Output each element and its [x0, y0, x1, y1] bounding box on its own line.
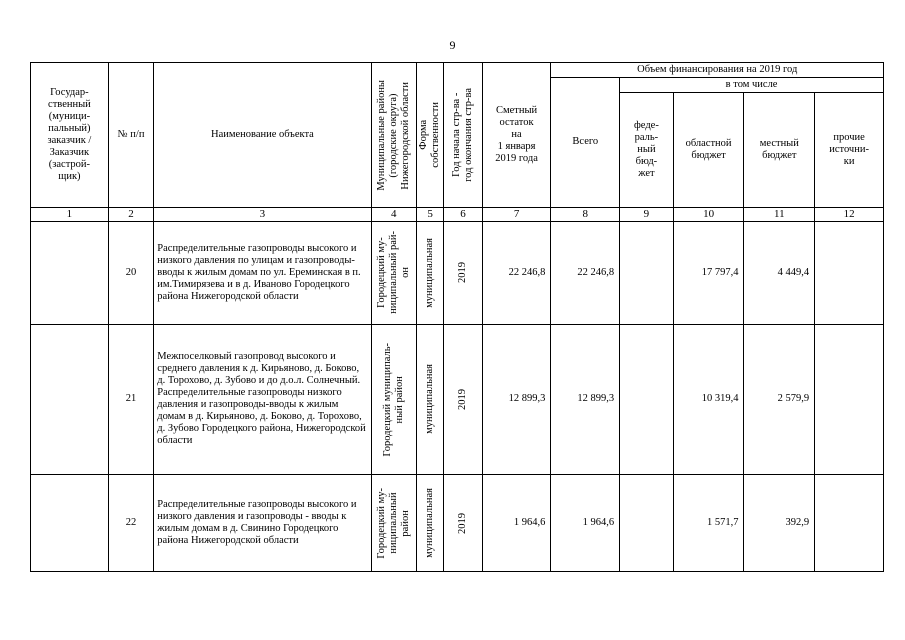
header-customer: Государ- ственный (муници- пальный) заказчик / Заказчик (застрой- щик) — [31, 63, 109, 208]
row-num: 21 — [108, 324, 153, 475]
row-local: 392,9 — [744, 475, 815, 572]
row-num: 20 — [108, 221, 153, 324]
row-years-text: 2019 — [457, 512, 468, 534]
column-number: 3 — [154, 207, 371, 221]
row-federal — [620, 475, 674, 572]
row-district-text: Городецкий му- ниципальный район — [375, 487, 411, 559]
page-number: 9 — [449, 38, 456, 52]
row-ownership-text: муниципальная — [424, 488, 436, 559]
header-ownership — [417, 63, 444, 208]
row-balance: 12 899,3 — [482, 324, 551, 475]
row-district — [371, 221, 416, 324]
row-district-text: Городецкий му- ниципальный рай- он — [375, 231, 411, 315]
row-object-name: Распределительные газопроводы высокого и низкого давления и газопроводы - вводы к жилым домам в д. Свинино Городецкого района Нижегородской области — [154, 475, 371, 572]
header-district — [371, 63, 416, 208]
column-number-row — [31, 207, 884, 221]
row-local: 4 449,4 — [744, 221, 815, 324]
header-federal: феде- раль- ный бюд- жет — [620, 93, 674, 208]
row-federal — [620, 221, 674, 324]
row-district — [371, 324, 416, 475]
column-number: 9 — [620, 207, 674, 221]
row-years-text: 2019 — [457, 388, 468, 410]
row-customer — [31, 221, 109, 324]
funding-table — [30, 62, 884, 572]
table-row — [31, 221, 884, 324]
header-district-text: Муниципальные районы (городские округа) Нижегородской области — [375, 79, 411, 191]
column-number: 12 — [815, 207, 884, 221]
row-ownership — [417, 475, 444, 572]
row-customer — [31, 475, 109, 572]
row-object-name: Распределительные газопроводы высокого и низкого давления по улицам и газопроводы-вводы к жилым домам по ул. Ереминская в п. им.Тимирязева и в д. Иваново Городецкого района Нижегородской области — [154, 221, 371, 324]
row-district-text: Городецкий муниципаль- ный район — [381, 342, 405, 457]
row-ownership-text: муниципальная — [424, 237, 436, 308]
row-balance: 22 246,8 — [482, 221, 551, 324]
column-number: 1 — [31, 207, 109, 221]
row-num: 22 — [108, 475, 153, 572]
header-funding-2019: Объем финансирования на 2019 год — [551, 63, 884, 78]
row-other — [815, 221, 884, 324]
row-regional: 10 319,4 — [673, 324, 744, 475]
row-ownership — [417, 324, 444, 475]
header-local: местный бюджет — [744, 93, 815, 208]
table-row — [31, 324, 884, 475]
row-total: 22 246,8 — [551, 221, 620, 324]
column-number: 2 — [108, 207, 153, 221]
header-other: прочие источни- ки — [815, 93, 884, 208]
header-balance: Сметный остаток на 1 января 2019 года — [482, 63, 551, 208]
row-other — [815, 324, 884, 475]
row-federal — [620, 324, 674, 475]
column-number: 7 — [482, 207, 551, 221]
row-regional: 17 797,4 — [673, 221, 744, 324]
column-number: 6 — [444, 207, 482, 221]
header-total: Всего — [551, 78, 620, 208]
column-number: 5 — [417, 207, 444, 221]
header-num: № п/п — [108, 63, 153, 208]
row-district — [371, 475, 416, 572]
header-regional: областной бюджет — [673, 93, 744, 208]
header-years-text: Год начала стр-ва - год окончания стр-ва — [451, 87, 474, 182]
row-years — [444, 221, 482, 324]
column-number: 10 — [673, 207, 744, 221]
row-years-text: 2019 — [457, 262, 468, 284]
row-regional: 1 571,7 — [673, 475, 744, 572]
row-other — [815, 475, 884, 572]
row-ownership — [417, 221, 444, 324]
row-total: 12 899,3 — [551, 324, 620, 475]
row-customer — [31, 324, 109, 475]
header-ownership-text: Форма собственности — [418, 102, 442, 168]
row-local: 2 579,9 — [744, 324, 815, 475]
column-number: 4 — [371, 207, 416, 221]
header-including: в том числе — [620, 78, 884, 93]
table-row — [31, 475, 884, 572]
row-total: 1 964,6 — [551, 475, 620, 572]
column-number: 8 — [551, 207, 620, 221]
row-years — [444, 324, 482, 475]
header-years — [444, 63, 482, 208]
column-number: 11 — [744, 207, 815, 221]
row-balance: 1 964,6 — [482, 475, 551, 572]
row-years — [444, 475, 482, 572]
row-object-name: Межпоселковый газопровод высокого и среднего давления к д. Кирьяново, д. Боково, д. Торохово, д. Зубово и до д.о.л. Солнечный. Распределительные газопроводы низкого давления и газопроводы-вводы к жилым домам в д. Кирьяново, д. Боково, д. Торохово, д. Зубово Городецкого района, Нижегородской области — [154, 324, 371, 475]
header-object-name: Наименование объекта — [154, 63, 371, 208]
row-ownership-text: муниципальная — [424, 364, 436, 435]
